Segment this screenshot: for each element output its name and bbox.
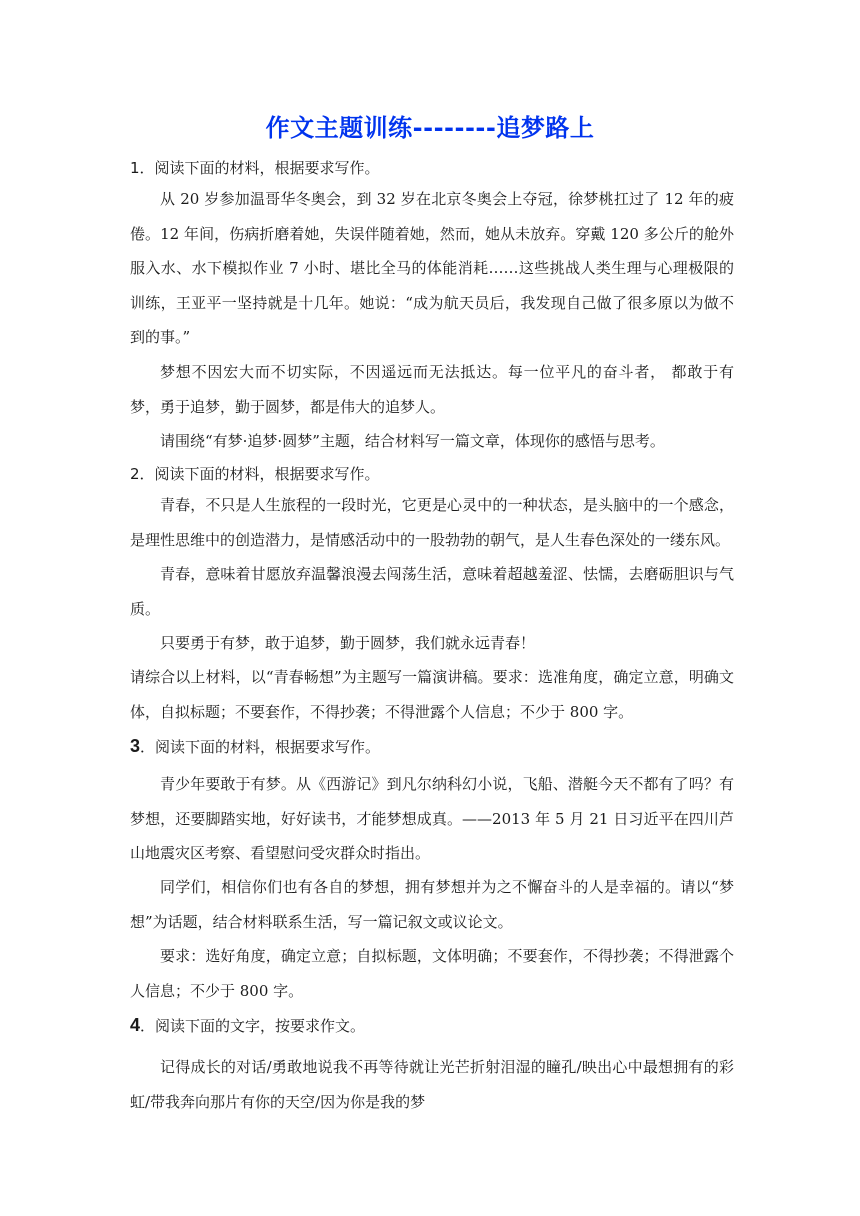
paragraph: 记得成长的对话/勇敢地说我不再等待就让光芒折射泪湿的瞳孔/映出心中最想拥有的彩虹/带我奔向那片有你的天空/因为你是我的梦 bbox=[130, 1058, 734, 1111]
paragraph: 梦想不因宏大而不切实际，不因遥远而无法抵达。每一位平凡的奋斗者， 都敢于有梦，勇于追梦，勤于圆梦，都是伟大的追梦人。 bbox=[130, 363, 734, 416]
paragraph: 青春，不只是人生旅程的一段时光，它更是心灵中的一种状态，是头脑中的一个感念，是理性思维中的创造潜力，是情感活动中的一股勃勃的朝气，是人生春色深处的一缕东风。 bbox=[130, 496, 734, 549]
question-prompt: ．阅读下面的文字，按要求作文。 bbox=[140, 1017, 366, 1035]
paragraph: 青春，意味着甘愿放弃温馨浪漫去闯荡生活，意味着超越羞涩、怯懦，去磨砺胆识与气质。 bbox=[130, 565, 734, 618]
question-number: 4 bbox=[130, 1015, 141, 1035]
paragraph: 同学们，相信你们也有各自的梦想，拥有梦想并为之不懈奋斗的人是幸福的。请以“梦想”为话题，结合材料联系生活，写一篇记叙文或议论文。 bbox=[130, 878, 734, 931]
document-title: 作文主题训练--------追梦路上 bbox=[265, 114, 595, 142]
paragraph: 请综合以上材料，以“青春畅想”为主题写一篇演讲稿。要求：选准角度，确定立意，明确文体，自拟标题；不要套作，不得抄袭；不得泄露个人信息；不少于 800 字。 bbox=[130, 668, 734, 721]
paragraph: 从 20 岁参加温哥华冬奥会，到 32 岁在北京冬奥会上夺冠，徐梦桃扛过了 12 年的疲倦。12 年间，伤病折磨着她，失误伴随着她，然而，她从未放弃。穿戴 120 多公斤的舱外服入水、水下模拟作业 7 小时、堪比全马的体能消耗……这些挑战人类生理与心理极限的训练，王亚平一坚持就是十几年。她说：“成为航天员后，我发现自己做了很多原以为做不到的事。” bbox=[130, 190, 734, 346]
paragraph: 要求：选好角度，确定立意；自拟标题，文体明确；不要套作，不得抄袭；不得泄露个人信息；不少于 800 字。 bbox=[130, 947, 734, 1000]
question-3-heading bbox=[130, 736, 380, 757]
question-number: 1 bbox=[130, 159, 140, 177]
paragraph: 请围绕“有梦·追梦·圆梦”主题，结合材料写一篇文章，体现你的感悟与思考。 bbox=[160, 432, 665, 450]
question-prompt: ．阅读下面的材料，根据要求写作。 bbox=[140, 738, 381, 756]
paragraph: 只要勇于有梦，敢于追梦，勤于圆梦，我们就永远青春！ bbox=[160, 634, 536, 652]
question-prompt: ．阅读下面的材料，根据要求写作。 bbox=[139, 159, 380, 177]
question-1-heading bbox=[130, 157, 380, 178]
question-4-heading bbox=[130, 1015, 365, 1036]
question-number: 3 bbox=[130, 736, 141, 756]
paragraph: 青少年要敢于有梦。从《西游记》到凡尔纳科幻小说，飞船、潜艇今天不都有了吗？有梦想，还要脚踏实地，好好读书，才能梦想成真。——2013 年 5 月 21 日习近平在四川芦山地震灾区考察、看望慰问受灾群众时指出。 bbox=[130, 775, 734, 862]
question-2-heading bbox=[130, 463, 380, 484]
question-number: 2 bbox=[130, 465, 140, 483]
question-prompt: ．阅读下面的材料，根据要求写作。 bbox=[139, 465, 380, 483]
